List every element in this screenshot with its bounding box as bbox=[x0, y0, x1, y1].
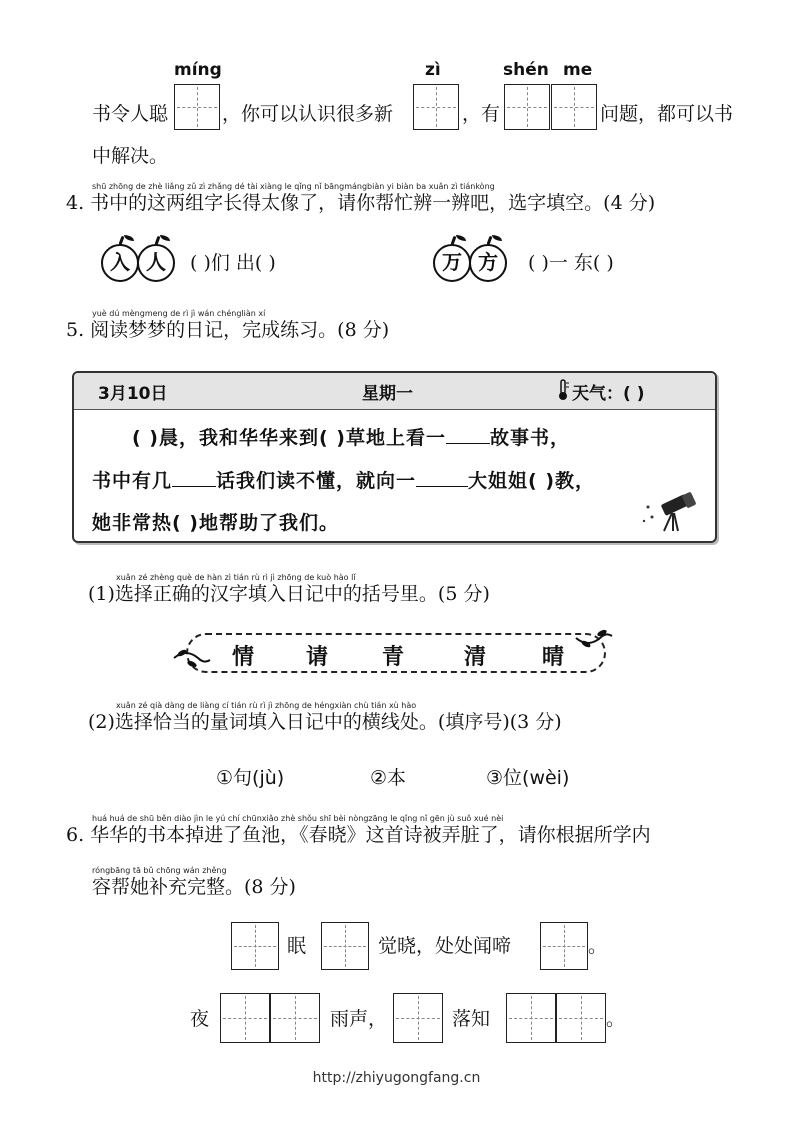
vine-right-icon bbox=[574, 626, 614, 654]
q5-text: 5. 阅读梦梦的日记，完成练习。(8 分) bbox=[66, 319, 390, 341]
character-choice-banner bbox=[186, 633, 606, 673]
choice-char-qing2: 请 bbox=[306, 645, 329, 670]
poem-box-2[interactable] bbox=[321, 922, 369, 970]
poem-line1c: 。 bbox=[588, 935, 608, 957]
diary-date: 3月10日 bbox=[98, 384, 168, 404]
diary-line3[interactable]: 她非常热( )地帮助了我们。 bbox=[92, 512, 339, 534]
q6-pinyin2: róngbāng tā bǔ chōng wán zhěng bbox=[92, 866, 227, 875]
pinyin-ming: míng bbox=[174, 60, 222, 80]
q5-sub1-pinyin: xuǎn zé zhèng què de hàn zì tián rù rì jì zhōng de kuò hào lǐ bbox=[116, 573, 356, 582]
q5-sub1-text: (1)选择正确的汉字填入日记中的括号里。(5 分) bbox=[88, 583, 490, 605]
poem-box-8[interactable] bbox=[556, 993, 606, 1043]
measure-word-blank-2[interactable] bbox=[172, 468, 216, 487]
option-ju: ①句(jù) bbox=[216, 767, 285, 789]
writing-box-ming[interactable] bbox=[174, 84, 220, 130]
q4-text: 4. 书中的这两组字长得太像了，请你帮忙辨一辨吧，选字填空。(4 分) bbox=[66, 192, 656, 214]
apple-char-fang: 方 bbox=[469, 244, 507, 282]
q3-seg2: ，你可以认识很多新 bbox=[222, 103, 394, 125]
poem-line2a: 夜 bbox=[190, 1008, 210, 1030]
q5-pinyin: yuè dú mèngmeng de rì jì wán chéngliàn xí bbox=[92, 309, 266, 318]
q4-right-fill[interactable]: ( )一 东( ) bbox=[528, 252, 614, 274]
poem-line2b: 雨声， bbox=[330, 1008, 388, 1030]
choice-char-qing5: 晴 bbox=[542, 645, 565, 670]
pinyin-me: me bbox=[563, 60, 593, 80]
vine-left-icon bbox=[172, 644, 212, 672]
q3-seg4: 问题，都可以书 bbox=[600, 103, 734, 125]
q3-seg3: ，有 bbox=[462, 103, 501, 125]
pinyin-shen: shén bbox=[503, 60, 549, 80]
option-wei: ③位(wèi) bbox=[486, 767, 570, 789]
apple-char-wan: 万 bbox=[433, 244, 471, 282]
apple-leaf bbox=[456, 235, 466, 241]
telescope-icon bbox=[640, 491, 704, 533]
diary-line2a: 书中有几 bbox=[92, 470, 173, 492]
footer-url: http://zhiyugongfang.cn bbox=[312, 1070, 481, 1086]
poem-line2d: 。 bbox=[606, 1008, 626, 1030]
apple-char-ru: 入 bbox=[101, 244, 139, 282]
choice-char-qing3: 青 bbox=[382, 645, 405, 670]
apple-leaf bbox=[492, 235, 502, 241]
diary-line2b: 话我们读不懂，就向一 bbox=[216, 470, 417, 492]
pinyin-zi: zì bbox=[425, 60, 441, 80]
thermometer-icon bbox=[556, 379, 570, 401]
q3-seg1: 书令人聪 bbox=[92, 103, 169, 125]
poem-box-7[interactable] bbox=[506, 993, 556, 1043]
measure-word-blank-3[interactable] bbox=[416, 468, 468, 487]
q4-left-fill[interactable]: ( )们 出( ) bbox=[190, 252, 276, 274]
poem-box-3[interactable] bbox=[540, 922, 588, 970]
poem-box-6[interactable] bbox=[393, 993, 443, 1043]
q6-text1: 6. 华华的书本掉进了鱼池，《春晓》这首诗被弄脏了，请你根据所学内 bbox=[66, 824, 651, 846]
measure-word-blank-1[interactable] bbox=[446, 425, 490, 444]
diary-line1a[interactable]: ( )晨，我和华华来到( )草地上看一 bbox=[132, 427, 446, 449]
poem-line1b: 觉晓，处处闻啼 bbox=[378, 935, 512, 957]
option-ben: ②本 bbox=[370, 767, 407, 789]
q6-pinyin1: huá huá de shū běn diào jìn le yú chí chūnxiǎo zhè shǒu shī bèi nòngzāng le qǐng nǐ gēn jù suǒ xué nèi bbox=[92, 814, 504, 823]
q3-line2: 中解决。 bbox=[92, 145, 169, 167]
writing-box-zi[interactable] bbox=[413, 84, 459, 130]
diary-line2c[interactable]: 大姐姐( )教， bbox=[468, 470, 596, 492]
apple-leaf bbox=[124, 235, 134, 241]
apple-leaf bbox=[160, 235, 170, 241]
apple-char-ren: 人 bbox=[137, 244, 175, 282]
choice-char-qing1: 情 bbox=[232, 645, 255, 670]
poem-line2c: 落知 bbox=[452, 1008, 491, 1030]
q5-sub2-text: (2)选择恰当的量词填入日记中的横线处。(填序号)(3 分) bbox=[88, 711, 562, 733]
diary-weekday: 星期一 bbox=[362, 384, 413, 404]
poem-box-5[interactable] bbox=[270, 993, 320, 1043]
writing-box-me[interactable] bbox=[551, 84, 597, 130]
choice-char-qing4: 清 bbox=[464, 645, 487, 670]
diary-line1b: 故事书， bbox=[489, 427, 570, 449]
poem-line1a: 眠 bbox=[287, 935, 307, 957]
q4-pinyin: shū zhōng de zhè liǎng zǔ zì zhǎng dé tài xiàng le qǐng nǐ bāngmángbiàn yi biàn ba xuǎn zì tiánkòng bbox=[92, 182, 495, 191]
q5-sub2-pinyin: xuǎn zé qià dàng de liàng cí tián rù rì jì zhōng de héngxiàn chù tián xù hào bbox=[116, 701, 417, 710]
poem-box-1[interactable] bbox=[231, 922, 279, 970]
q6-text2: 容帮她补充完整。(8 分) bbox=[92, 876, 296, 898]
diary-weather[interactable]: 天气：( ) bbox=[572, 384, 645, 404]
writing-box-shen[interactable] bbox=[504, 84, 550, 130]
diary-header bbox=[74, 373, 715, 410]
diary-line2 bbox=[92, 466, 595, 493]
poem-box-4[interactable] bbox=[220, 993, 270, 1043]
diary-line1 bbox=[132, 423, 570, 450]
diary-card bbox=[72, 371, 717, 543]
